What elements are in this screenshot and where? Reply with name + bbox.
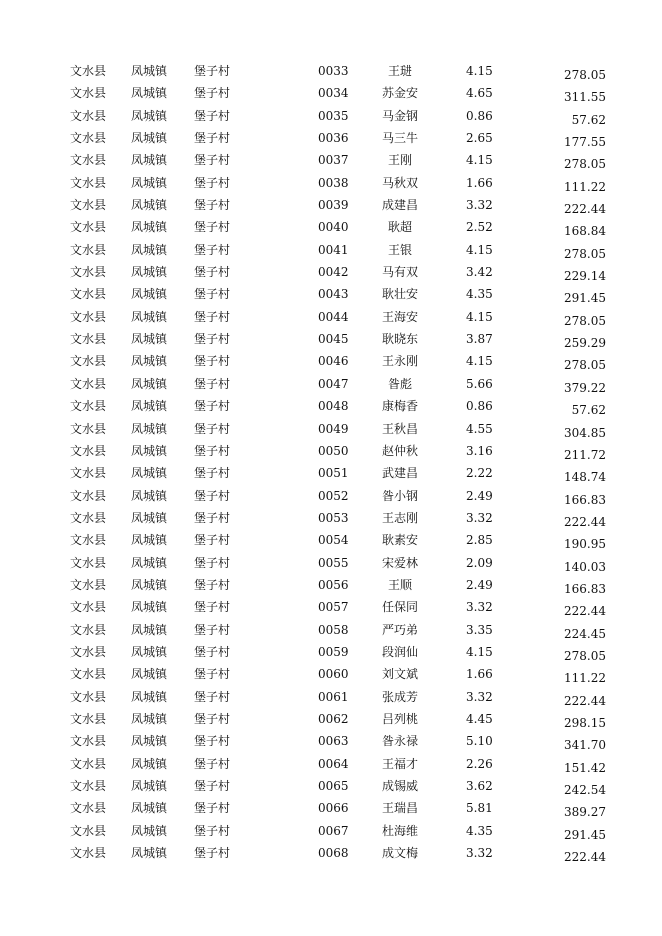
area-cell: 4.45	[466, 711, 493, 726]
village-cell: 堡子村	[194, 108, 231, 123]
person-name-cell: 任保同	[381, 600, 418, 615]
county-cell: 文水县	[70, 577, 107, 592]
table-row	[0, 60, 662, 82]
area-cell: 4.65	[466, 86, 493, 101]
amount-cell: 379.22	[564, 380, 606, 395]
town-cell: 凤城镇	[131, 734, 168, 749]
village-cell: 堡子村	[194, 153, 231, 168]
area-cell: 2.26	[466, 756, 493, 771]
town-cell: 凤城镇	[131, 131, 168, 146]
county-cell: 文水县	[70, 510, 107, 525]
area-cell: 4.35	[466, 287, 493, 302]
town-cell: 凤城镇	[131, 689, 168, 704]
household-code-cell: 0055	[318, 555, 349, 570]
village-cell: 堡子村	[194, 555, 231, 570]
amount-cell: 222.44	[564, 514, 606, 529]
household-code-cell: 0045	[318, 332, 349, 347]
town-cell: 凤城镇	[131, 242, 168, 257]
area-cell: 4.35	[466, 823, 493, 838]
village-cell: 堡子村	[194, 242, 231, 257]
amount-cell: 166.83	[564, 492, 606, 507]
area-cell: 5.66	[466, 376, 493, 391]
village-cell: 堡子村	[194, 421, 231, 436]
county-cell: 文水县	[70, 644, 107, 659]
county-cell: 文水县	[70, 846, 107, 861]
person-name-cell: 王海安	[381, 309, 418, 324]
household-code-cell: 0040	[318, 220, 349, 235]
county-cell: 文水县	[70, 443, 107, 458]
town-cell: 凤城镇	[131, 220, 168, 235]
table-row	[0, 373, 662, 395]
table-row	[0, 641, 662, 663]
county-cell: 文水县	[70, 801, 107, 816]
household-code-cell: 0033	[318, 64, 349, 78]
county-cell: 文水县	[70, 265, 107, 280]
area-cell: 4.15	[466, 644, 493, 659]
table-row	[0, 239, 662, 261]
village-cell: 堡子村	[194, 622, 231, 637]
table-row	[0, 842, 662, 864]
amount-cell: 291.45	[564, 827, 606, 842]
person-name-cell: 赵仲秋	[381, 443, 418, 458]
amount-cell: 168.84	[564, 224, 606, 239]
household-code-cell: 0063	[318, 734, 349, 749]
village-cell: 堡子村	[194, 443, 231, 458]
amount-cell: 278.05	[564, 246, 606, 261]
village-cell: 堡子村	[194, 332, 231, 347]
household-code-cell: 0054	[318, 533, 349, 548]
person-name-cell: 耿壮安	[381, 287, 418, 302]
town-cell: 凤城镇	[131, 711, 168, 726]
town-cell: 凤城镇	[131, 376, 168, 391]
amount-cell: 111.22	[564, 179, 606, 194]
town-cell: 凤城镇	[131, 64, 168, 78]
amount-cell: 190.95	[564, 537, 606, 552]
table-row	[0, 797, 662, 819]
person-name-cell: 吕列桃	[381, 711, 418, 726]
person-name-cell: 成锡威	[381, 779, 418, 793]
household-code-cell: 0041	[318, 242, 349, 257]
table-row	[0, 127, 662, 149]
person-name-cell: 昝彪	[387, 376, 412, 391]
amount-cell: 298.15	[564, 715, 606, 730]
town-cell: 凤城镇	[131, 555, 168, 570]
amount-cell: 278.05	[564, 68, 606, 82]
household-code-cell: 0036	[318, 131, 349, 146]
area-cell: 5.10	[466, 734, 493, 749]
table-row	[0, 730, 662, 752]
town-cell: 凤城镇	[131, 488, 168, 503]
village-cell: 堡子村	[194, 644, 231, 659]
amount-cell: 278.05	[564, 313, 606, 328]
village-cell: 堡子村	[194, 86, 231, 101]
area-cell: 2.49	[466, 577, 493, 592]
area-cell: 0.86	[466, 399, 493, 414]
table-row	[0, 619, 662, 641]
household-code-cell: 0046	[318, 354, 349, 369]
household-code-cell: 0048	[318, 399, 349, 414]
table-row	[0, 574, 662, 596]
area-cell: 2.85	[466, 533, 493, 548]
amount-cell: 211.72	[564, 447, 606, 462]
amount-cell: 151.42	[564, 760, 606, 775]
table-row	[0, 194, 662, 216]
village-cell: 堡子村	[194, 376, 231, 391]
table-row	[0, 105, 662, 127]
town-cell: 凤城镇	[131, 622, 168, 637]
amount-cell: 222.44	[564, 604, 606, 619]
town-cell: 凤城镇	[131, 846, 168, 861]
county-cell: 文水县	[70, 309, 107, 324]
county-cell: 文水县	[70, 64, 107, 78]
table-row	[0, 596, 662, 618]
person-name-cell: 苏金安	[381, 86, 418, 101]
person-name-cell: 武建昌	[381, 466, 418, 481]
town-cell: 凤城镇	[131, 287, 168, 302]
table-row	[0, 440, 662, 462]
amount-cell: 259.29	[564, 336, 606, 351]
county-cell: 文水县	[70, 220, 107, 235]
household-code-cell: 0038	[318, 175, 349, 190]
amount-cell: 222.44	[564, 850, 606, 865]
county-cell: 文水县	[70, 86, 107, 101]
household-code-cell: 0064	[318, 756, 349, 771]
person-name-cell: 马有双	[381, 265, 418, 280]
person-name-cell: 刘文斌	[381, 667, 418, 682]
person-name-cell: 王秋昌	[381, 421, 418, 436]
household-code-cell: 0043	[318, 287, 349, 302]
village-cell: 堡子村	[194, 399, 231, 414]
area-cell: 3.32	[466, 600, 493, 615]
person-name-cell: 王福才	[381, 756, 418, 771]
amount-cell: 242.54	[564, 783, 606, 797]
person-name-cell: 王永刚	[381, 354, 418, 369]
area-cell: 3.32	[466, 198, 493, 213]
town-cell: 凤城镇	[131, 198, 168, 213]
person-name-cell: 王顺	[387, 577, 412, 592]
village-cell: 堡子村	[194, 265, 231, 280]
town-cell: 凤城镇	[131, 354, 168, 369]
table-row	[0, 686, 662, 708]
table-row	[0, 462, 662, 484]
county-cell: 文水县	[70, 399, 107, 414]
village-cell: 堡子村	[194, 220, 231, 235]
table-row	[0, 261, 662, 283]
amount-cell: 229.14	[564, 269, 606, 284]
village-cell: 堡子村	[194, 287, 231, 302]
person-name-cell: 康梅香	[381, 399, 418, 414]
area-cell: 2.22	[466, 466, 493, 481]
household-code-cell: 0053	[318, 510, 349, 525]
county-cell: 文水县	[70, 354, 107, 369]
village-cell: 堡子村	[194, 466, 231, 481]
village-cell: 堡子村	[194, 488, 231, 503]
village-cell: 堡子村	[194, 600, 231, 615]
village-cell: 堡子村	[194, 533, 231, 548]
person-name-cell: 马金钢	[381, 108, 418, 123]
area-cell: 3.62	[466, 779, 493, 793]
person-name-cell: 张成芳	[381, 689, 418, 704]
amount-cell: 148.74	[564, 470, 606, 485]
table-row	[0, 708, 662, 730]
area-cell: 3.32	[466, 689, 493, 704]
table-row	[0, 172, 662, 194]
area-cell: 0.86	[466, 108, 493, 123]
village-cell: 堡子村	[194, 354, 231, 369]
village-cell: 堡子村	[194, 309, 231, 324]
town-cell: 凤城镇	[131, 801, 168, 816]
county-cell: 文水县	[70, 734, 107, 749]
area-cell: 4.15	[466, 64, 493, 78]
household-code-cell: 0057	[318, 600, 349, 615]
village-cell: 堡子村	[194, 779, 231, 793]
county-cell: 文水县	[70, 779, 107, 793]
town-cell: 凤城镇	[131, 175, 168, 190]
town-cell: 凤城镇	[131, 443, 168, 458]
table-row	[0, 663, 662, 685]
town-cell: 凤城镇	[131, 86, 168, 101]
town-cell: 凤城镇	[131, 466, 168, 481]
table-row	[0, 82, 662, 104]
person-name-cell: 段润仙	[381, 644, 418, 659]
county-cell: 文水县	[70, 667, 107, 682]
county-cell: 文水县	[70, 332, 107, 347]
area-cell: 3.16	[466, 443, 493, 458]
area-cell: 4.15	[466, 309, 493, 324]
town-cell: 凤城镇	[131, 577, 168, 592]
county-cell: 文水县	[70, 488, 107, 503]
household-code-cell: 0060	[318, 667, 349, 682]
person-name-cell: 宋爱林	[381, 555, 418, 570]
table-row	[0, 328, 662, 350]
county-cell: 文水县	[70, 376, 107, 391]
household-code-cell: 0056	[318, 577, 349, 592]
person-name-cell: 杜海维	[381, 823, 418, 838]
person-name-cell: 耿晓东	[381, 332, 418, 347]
household-code-cell: 0042	[318, 265, 349, 280]
household-code-cell: 0059	[318, 644, 349, 659]
area-cell: 4.15	[466, 242, 493, 257]
person-name-cell: 王琎	[387, 64, 412, 78]
household-code-cell: 0035	[318, 108, 349, 123]
village-cell: 堡子村	[194, 64, 231, 78]
area-cell: 1.66	[466, 175, 493, 190]
village-cell: 堡子村	[194, 711, 231, 726]
amount-cell: 341.70	[564, 738, 606, 753]
household-code-cell: 0066	[318, 801, 349, 816]
town-cell: 凤城镇	[131, 421, 168, 436]
county-cell: 文水县	[70, 466, 107, 481]
amount-cell: 278.05	[564, 358, 606, 373]
table-row	[0, 552, 662, 574]
amount-cell: 166.83	[564, 581, 606, 596]
table-row	[0, 306, 662, 328]
area-cell: 4.55	[466, 421, 493, 436]
town-cell: 凤城镇	[131, 399, 168, 414]
town-cell: 凤城镇	[131, 332, 168, 347]
town-cell: 凤城镇	[131, 265, 168, 280]
county-cell: 文水县	[70, 711, 107, 726]
area-cell: 1.66	[466, 667, 493, 682]
county-cell: 文水县	[70, 600, 107, 615]
county-cell: 文水县	[70, 198, 107, 213]
village-cell: 堡子村	[194, 689, 231, 704]
household-code-cell: 0062	[318, 711, 349, 726]
person-name-cell: 严巧弟	[381, 622, 418, 637]
amount-cell: 222.44	[564, 202, 606, 217]
household-code-cell: 0047	[318, 376, 349, 391]
household-code-cell: 0034	[318, 86, 349, 101]
person-name-cell: 耿超	[387, 220, 412, 235]
town-cell: 凤城镇	[131, 823, 168, 838]
county-cell: 文水县	[70, 242, 107, 257]
table-row	[0, 485, 662, 507]
county-cell: 文水县	[70, 689, 107, 704]
amount-cell: 57.62	[571, 403, 606, 418]
table-row	[0, 775, 662, 797]
table-row	[0, 350, 662, 372]
town-cell: 凤城镇	[131, 779, 168, 793]
household-code-cell: 0044	[318, 309, 349, 324]
town-cell: 凤城镇	[131, 600, 168, 615]
town-cell: 凤城镇	[131, 644, 168, 659]
amount-cell: 57.62	[571, 112, 606, 127]
county-cell: 文水县	[70, 555, 107, 570]
village-cell: 堡子村	[194, 577, 231, 592]
household-code-cell: 0037	[318, 153, 349, 168]
table-row	[0, 529, 662, 551]
village-cell: 堡子村	[194, 756, 231, 771]
town-cell: 凤城镇	[131, 667, 168, 682]
household-code-cell: 0068	[318, 846, 349, 861]
town-cell: 凤城镇	[131, 309, 168, 324]
amount-cell: 291.45	[564, 291, 606, 306]
area-cell: 4.15	[466, 153, 493, 168]
county-cell: 文水县	[70, 287, 107, 302]
amount-cell: 140.03	[564, 559, 606, 574]
town-cell: 凤城镇	[131, 153, 168, 168]
person-name-cell: 马秋双	[381, 175, 418, 190]
amount-cell: 278.05	[564, 648, 606, 663]
area-cell: 4.15	[466, 354, 493, 369]
county-cell: 文水县	[70, 131, 107, 146]
amount-cell: 177.55	[564, 135, 606, 150]
table-row	[0, 216, 662, 238]
village-cell: 堡子村	[194, 801, 231, 816]
household-code-cell: 0050	[318, 443, 349, 458]
amount-cell: 111.22	[564, 671, 606, 686]
table-row	[0, 820, 662, 842]
area-cell: 3.87	[466, 332, 493, 347]
person-name-cell: 马三牛	[381, 131, 418, 146]
person-name-cell: 昝小钢	[381, 488, 418, 503]
household-code-cell: 0049	[318, 421, 349, 436]
village-cell: 堡子村	[194, 510, 231, 525]
household-code-cell: 0065	[318, 779, 349, 793]
amount-cell: 222.44	[564, 693, 606, 708]
amount-cell: 389.27	[564, 805, 606, 820]
area-cell: 2.52	[466, 220, 493, 235]
person-name-cell: 昝永禄	[381, 734, 418, 749]
table-row	[0, 753, 662, 775]
village-cell: 堡子村	[194, 823, 231, 838]
village-cell: 堡子村	[194, 846, 231, 861]
village-cell: 堡子村	[194, 175, 231, 190]
person-name-cell: 王志刚	[381, 510, 418, 525]
amount-cell: 304.85	[564, 425, 606, 440]
amount-cell: 278.05	[564, 157, 606, 172]
household-code-cell: 0061	[318, 689, 349, 704]
household-code-cell: 0052	[318, 488, 349, 503]
village-cell: 堡子村	[194, 198, 231, 213]
area-cell: 5.81	[466, 801, 493, 816]
person-name-cell: 王瑞昌	[381, 801, 418, 816]
table-row	[0, 395, 662, 417]
amount-cell: 311.55	[564, 90, 606, 105]
household-code-cell: 0051	[318, 466, 349, 481]
village-cell: 堡子村	[194, 131, 231, 146]
county-cell: 文水县	[70, 153, 107, 168]
county-cell: 文水县	[70, 108, 107, 123]
area-cell: 3.35	[466, 622, 493, 637]
area-cell: 2.49	[466, 488, 493, 503]
village-cell: 堡子村	[194, 667, 231, 682]
county-cell: 文水县	[70, 756, 107, 771]
town-cell: 凤城镇	[131, 756, 168, 771]
county-cell: 文水县	[70, 421, 107, 436]
household-code-cell: 0039	[318, 198, 349, 213]
area-cell: 2.09	[466, 555, 493, 570]
person-name-cell: 成文梅	[381, 846, 418, 861]
person-name-cell: 成建昌	[381, 198, 418, 213]
person-name-cell: 耿素安	[381, 533, 418, 548]
town-cell: 凤城镇	[131, 108, 168, 123]
household-code-cell: 0058	[318, 622, 349, 637]
amount-cell: 224.45	[564, 626, 606, 641]
area-cell: 3.32	[466, 510, 493, 525]
town-cell: 凤城镇	[131, 510, 168, 525]
table-row	[0, 507, 662, 529]
table-row	[0, 418, 662, 440]
table-row	[0, 149, 662, 171]
data-table	[0, 60, 662, 864]
county-cell: 文水县	[70, 823, 107, 838]
area-cell: 3.32	[466, 846, 493, 861]
area-cell: 2.65	[466, 131, 493, 146]
area-cell: 3.42	[466, 265, 493, 280]
person-name-cell: 王银	[387, 242, 412, 257]
household-code-cell: 0067	[318, 823, 349, 838]
table-row	[0, 283, 662, 305]
village-cell: 堡子村	[194, 734, 231, 749]
county-cell: 文水县	[70, 533, 107, 548]
county-cell: 文水县	[70, 175, 107, 190]
person-name-cell: 王刚	[387, 153, 412, 168]
county-cell: 文水县	[70, 622, 107, 637]
town-cell: 凤城镇	[131, 533, 168, 548]
